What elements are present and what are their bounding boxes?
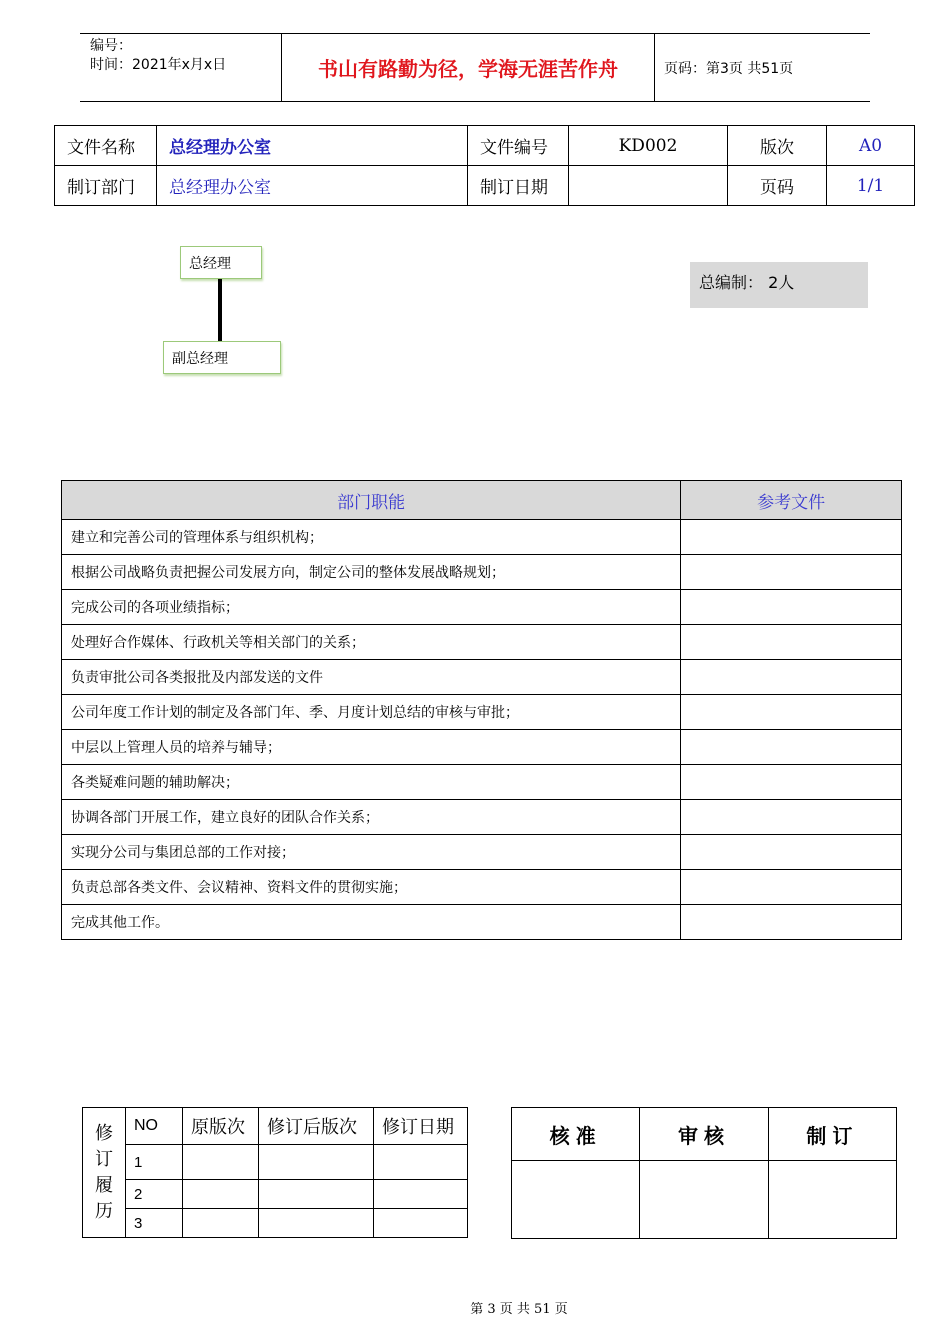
review-header: 审核 <box>640 1108 768 1161</box>
page-footer: 第 3 页 共 51 页 <box>470 1302 568 1317</box>
cell <box>259 1209 374 1238</box>
org-box-deputy-manager: 副总经理 <box>163 341 281 374</box>
reference-cell <box>681 520 902 555</box>
reference-header: 参考文件 <box>681 481 902 520</box>
table-row <box>62 765 902 800</box>
reference-cell <box>681 730 902 765</box>
date-label: 制订日期 <box>468 166 569 206</box>
org-connector <box>218 279 222 341</box>
reference-cell <box>681 625 902 660</box>
header-motto: 书山有路勤为径，学海无涯苦作舟 <box>318 56 618 81</box>
revision-history-table <box>82 1107 468 1238</box>
table-row <box>62 870 902 905</box>
header-bottom-rule <box>80 101 870 102</box>
revision-side-label <box>83 1108 126 1238</box>
duty-cell: 完成公司的各项业绩指标； <box>62 590 681 625</box>
revision-side-text: 修订履历 <box>95 1122 113 1222</box>
duty-cell: 负责审批公司各类报批及内部发送的文件 <box>62 660 681 695</box>
cell <box>374 1145 468 1180</box>
table-row <box>62 800 902 835</box>
document-info-table <box>54 125 915 206</box>
file-name-label: 文件名称 <box>55 126 157 166</box>
duty-cell: 根据公司战略负责把握公司发展方向，制定公司的整体发展战略规划； <box>62 555 681 590</box>
header-divider <box>654 33 655 101</box>
table-row <box>83 1209 468 1238</box>
cell <box>259 1180 374 1209</box>
review-signature-cell <box>640 1161 768 1239</box>
reference-cell <box>681 800 902 835</box>
reference-cell <box>681 765 902 800</box>
cell <box>374 1180 468 1209</box>
table-row <box>62 520 902 555</box>
table-row <box>62 695 902 730</box>
col-revision-date: 修订日期 <box>374 1108 468 1145</box>
reference-cell <box>681 695 902 730</box>
draft-header: 制订 <box>768 1108 896 1161</box>
reference-cell <box>681 905 902 940</box>
table-row <box>62 835 902 870</box>
dept-value: 总经理办公室 <box>157 166 468 206</box>
version-value: A0 <box>827 126 915 166</box>
table-row <box>62 590 902 625</box>
table-row <box>62 730 902 765</box>
date-label: 时间：2021年x月x日 <box>90 57 227 73</box>
date-value <box>569 166 728 206</box>
table-row <box>62 905 902 940</box>
headcount-badge: 总编制： 2人 <box>690 262 868 308</box>
cell <box>183 1145 259 1180</box>
duty-cell: 负责总部各类文件、会议精神、资料文件的贯彻实施； <box>62 870 681 905</box>
cell <box>374 1209 468 1238</box>
approve-header: 核准 <box>512 1108 640 1161</box>
header-page-label: 页码：第3页 共51页 <box>664 61 794 77</box>
dept-label: 制订部门 <box>55 166 157 206</box>
reference-cell <box>681 870 902 905</box>
reference-cell <box>681 835 902 870</box>
cell <box>183 1180 259 1209</box>
col-no: NO <box>126 1108 183 1145</box>
approval-table <box>511 1107 897 1239</box>
version-label: 版次 <box>728 126 827 166</box>
file-no-value: KD002 <box>569 126 728 166</box>
reference-cell <box>681 660 902 695</box>
reference-cell <box>681 590 902 625</box>
cell <box>259 1145 374 1180</box>
file-name-value: 总经理办公室 <box>157 126 468 166</box>
col-revised-version: 修订后版次 <box>259 1108 374 1145</box>
page-value: 1/1 <box>827 166 915 206</box>
duty-cell: 处理好合作媒体、行政机关等相关部门的关系； <box>62 625 681 660</box>
cell <box>183 1209 259 1238</box>
duty-cell: 公司年度工作计划的制定及各部门年、季、月度计划总结的审核与审批； <box>62 695 681 730</box>
row-no: 1 <box>126 1145 183 1180</box>
reference-cell <box>681 555 902 590</box>
row-no: 2 <box>126 1180 183 1209</box>
duty-cell: 协调各部门开展工作，建立良好的团队合作关系； <box>62 800 681 835</box>
table-row <box>62 625 902 660</box>
table-row <box>83 1180 468 1209</box>
approve-signature-cell <box>512 1161 640 1239</box>
table-row <box>62 660 902 695</box>
row-no: 3 <box>126 1209 183 1238</box>
serial-label: 编号： <box>90 38 132 54</box>
col-original-version: 原版次 <box>183 1108 259 1145</box>
draft-signature-cell <box>768 1161 896 1239</box>
duty-cell: 各类疑难问题的辅助解决； <box>62 765 681 800</box>
duty-cell: 中层以上管理人员的培养与辅导； <box>62 730 681 765</box>
page-label: 页码 <box>728 166 827 206</box>
duty-cell: 完成其他工作。 <box>62 905 681 940</box>
org-box-general-manager: 总经理 <box>180 246 262 279</box>
duty-cell: 实现分公司与集团总部的工作对接； <box>62 835 681 870</box>
duties-table <box>61 480 902 940</box>
duty-cell: 建立和完善公司的管理体系与组织机构； <box>62 520 681 555</box>
table-row <box>83 1145 468 1180</box>
duties-header: 部门职能 <box>62 481 681 520</box>
file-no-label: 文件编号 <box>468 126 569 166</box>
table-row <box>62 555 902 590</box>
